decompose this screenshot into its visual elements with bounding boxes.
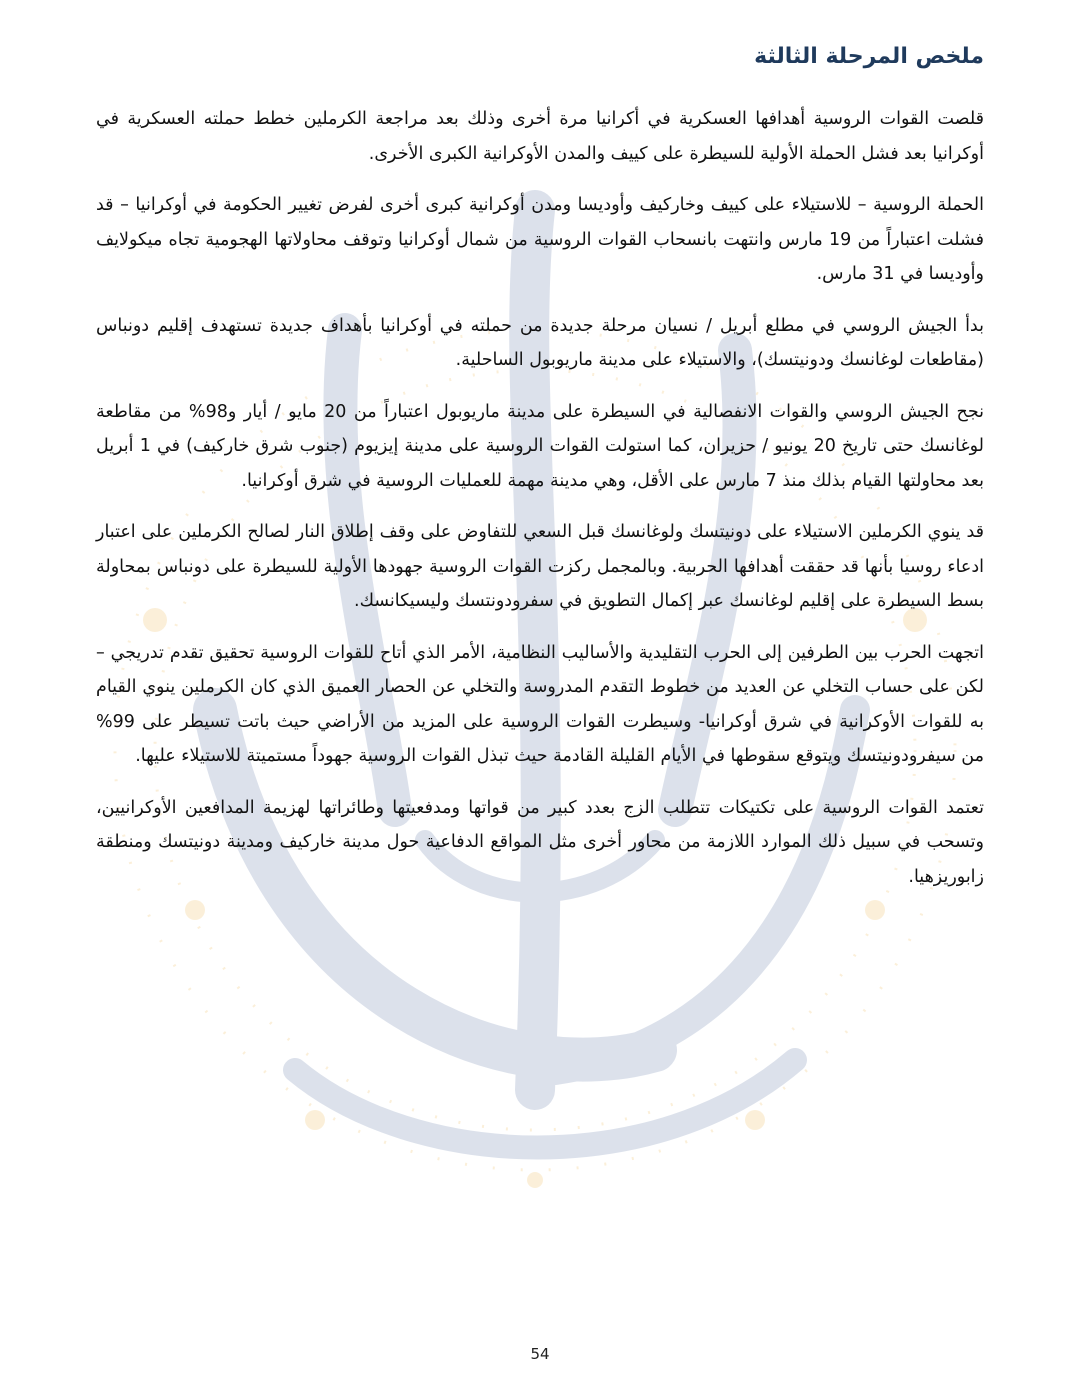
paragraph-7: تعتمد القوات الروسية على تكتيكات تتطلب الزج بعدد كبير من قواتها ومدفعيتها وطائراتها لهزيمة المدافعين الأوكرانيين، وتسحب في سبيل ذلك الموارد اللازمة من محاور أخرى مثل المواقع الدفاعية حول مدينة خاركيف ومدينة دونيتسك ومنطقة زابوريزهيا.	[96, 797, 984, 887]
paragraph-3: بدأ الجيش الروسي في مطلع أبريل / نسيان مرحلة جديدة من حملته في أوكرانيا بأهداف جديدة تستهدف إقليم دونباس (مقاطعات لوغانسك ودونيتسك)، والاستيلاء على مدينة ماريوبول الساحلية.	[96, 315, 984, 370]
paragraph-6: اتجهت الحرب بين الطرفين إلى الحرب التقليدية والأساليب النظامية، الأمر الذي أتاح للقوات الروسية تحقيق تقدم تدريجي – لكن على حساب التخلي عن العديد من خطوط التقدم المدروسة والتخلي عن الحصار العميق الذي كان الكرملين ينوي القيام به للقوات الأوكرانية في شرق أوكرانيا- وسيطرت القوات الروسية على المزيد من الأراضي حيث باتت تسيطر على 99% من سيفرودونيتسك ويتوقع سقوطها في الأيام القليلة القادمة حيث تبذل القوات الروسية جهوداً مستميتة للاستيلاء عليها.	[96, 642, 984, 766]
paragraph-5: قد ينوي الكرملين الاستيلاء على دونيتسك ولوغانسك قبل السعي للتفاوض على وقف إطلاق النار لصالح الكرملين على اعتبار ادعاء روسيا بأنها قد حققت أهدافها الحربية. وبالمجمل ركزت القوات الروسية جهودها الأولية للسيطرة على دونباس بمحاولة بسط السيطرة على إقليم لوغانسك عبر إكمال التطويق في سفرودونتسك وليسيكانسك.	[96, 522, 984, 611]
paragraph-1: قلصت القوات الروسية أهدافها العسكرية في أكرانيا مرة أخرى وذلك بعد مراجعة الكرملين خطط حملته العسكرية في أوكرانيا بعد فشل الحملة الأولية للسيطرة على كييف والمدن الأوكرانية الكبرى الأخرى.	[96, 109, 984, 164]
section-title: ملخص المرحلة الثالثة	[754, 44, 984, 69]
page-number: 54	[530, 1345, 550, 1363]
paragraph-4: نجح الجيش الروسي والقوات الانفصالية في السيطرة على مدينة ماريوبول اعتباراً من 20 مايو / أيار و98% من مقاطعة لوغانسك حتى تاريخ 20 يونيو / حزيران، كما استولت القوات الروسية على مدينة إيزيوم (جنوب شرق خاركيف) في 1 أبريل بعد محاولتها القيام بذلك منذ 7 مارس على الأقل، وهي مدينة مهمة للعمليات الروسية في شرق أوكرانيا.	[96, 401, 985, 491]
paragraph-2: الحملة الروسية – للاستيلاء على كييف وخاركيف وأوديسا ومدن أوكرانية كبرى أخرى لفرض تغيير الحكومة في أوكرانيا – قد فشلت اعتباراً من 19 مارس وانتهت بانسحاب القوات الروسية من شمال أوكرانيا وتوقف محاولاتها الهجومية تجاه ميكولايف وأوديسا في 31 مارس.	[96, 195, 984, 284]
document-body	[96, 38, 984, 911]
